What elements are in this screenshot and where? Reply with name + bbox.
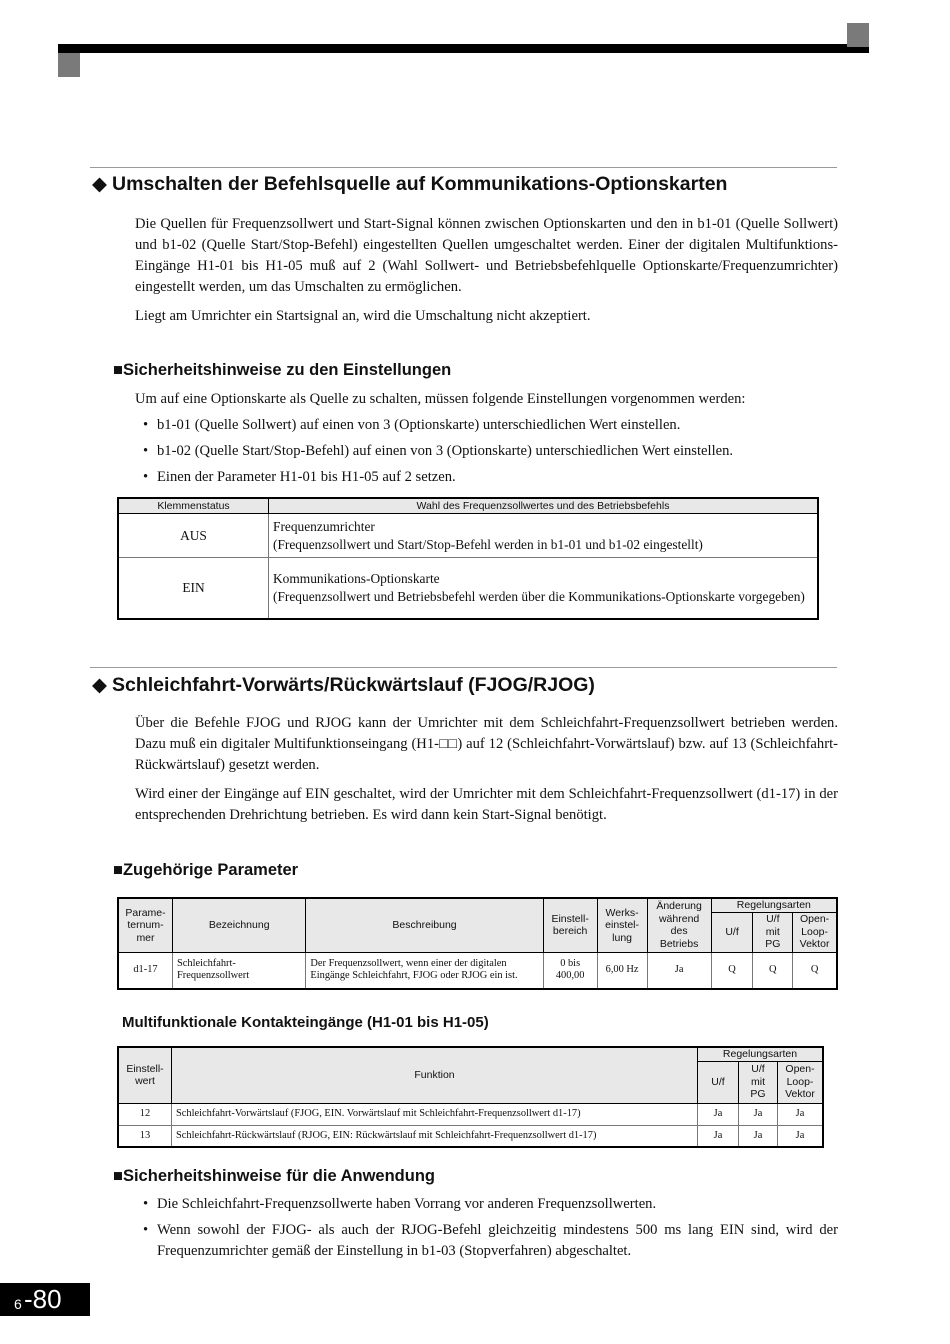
- section-title-text: Schleichfahrt-Vorwärts/Rückwärtslauf (FJOG/RJOG): [112, 674, 595, 696]
- subsection-title: [113, 1167, 435, 1186]
- table-header: Funktion: [172, 1047, 698, 1103]
- subsection-title-text: Sicherheitshinweise zu den Einstellungen: [122, 361, 452, 379]
- table-cell: Schleichfahrt-Vorwärtslauf (FJOG, EIN. Vorwärtslauf mit Schleichfahrt-Frequenzsollwert d1-17): [172, 1103, 698, 1125]
- header-bar: [58, 44, 869, 53]
- cell-line: (Frequenzsollwert und Betriebsbefehl werden über die Kommunikations-Optionskarte vorgegeben): [273, 588, 805, 604]
- table-header: Bezeichnung: [172, 898, 305, 952]
- header-square-left: [58, 53, 80, 77]
- page-number: -80: [24, 1284, 62, 1314]
- section-divider: [90, 167, 837, 168]
- table-cell: [269, 514, 819, 558]
- table-header: Open- Loop- Vektor: [793, 912, 837, 952]
- table-header: U/f mit PG: [753, 912, 793, 952]
- section-title: [92, 673, 595, 697]
- safety-settings-body: [135, 389, 838, 488]
- table-row: [118, 952, 837, 989]
- section-body: [135, 713, 838, 826]
- subsection-title-text: Zugehörige Parameter: [122, 861, 299, 879]
- table-title: Multifunktionale Kontakteingänge (H1-01 bis H1-05): [122, 1014, 489, 1031]
- subsection-title: [113, 361, 451, 380]
- list-item: • Die Schleichfahrt-Frequenzsollwerte haben Vorrang vor anderen Frequenzsollwerten.: [135, 1194, 838, 1215]
- paragraph: Wird einer der Eingänge auf EIN geschaltet, wird der Umrichter mit dem Schleichfahrt-Frequenzsollwert (d1-17) in der entsprechenden Drehrichtung betrieben. Es wird dann kein Start-Signal benötigt.: [135, 786, 838, 823]
- list-item: • b1-01 (Quelle Sollwert) auf einen von 3 (Optionskarte) unterschiedlichen Wert einstellen.: [135, 415, 838, 436]
- list-item: • Einen der Parameter H1-01 bis H1-05 auf 2 setzen.: [135, 467, 838, 488]
- bullet-list: [135, 415, 838, 488]
- table-cell: 0 bis 400,00: [543, 952, 597, 989]
- safety-application-body: [135, 1194, 838, 1262]
- table-cell: Q: [711, 952, 753, 989]
- table-cell: Ja: [698, 1125, 739, 1147]
- parameter-table: [117, 897, 838, 990]
- square-bullet-icon: ■: [113, 861, 123, 879]
- table-cell: AUS: [118, 514, 269, 558]
- table-cell: Ja: [739, 1103, 778, 1125]
- table-cell: 6,00 Hz: [597, 952, 647, 989]
- table-header: Wahl des Frequenzsollwertes und des Betriebsbefehls: [269, 498, 819, 514]
- page-number-badge: [0, 1283, 90, 1316]
- list-item: • Wenn sowohl der FJOG- als auch der RJOG-Befehl gleichzeitig mindestens 500 ms lang EIN sind, wird der Frequenzumrichter gemäß der Einstellung in b1-03 (Stopverfahren) abgeschaltet.: [135, 1220, 838, 1262]
- paragraph: Liegt am Umrichter ein Startsignal an, wird die Umschaltung nicht akzeptiert.: [135, 308, 591, 324]
- table-row: [118, 1125, 823, 1147]
- table-row: [118, 1103, 823, 1125]
- table-row: [118, 514, 818, 558]
- table-header: Beschreibung: [306, 898, 543, 952]
- section-title: [92, 172, 727, 196]
- table-header: Regelungsarten: [698, 1047, 824, 1061]
- table-cell: 12: [118, 1103, 172, 1125]
- table-header: Parame- ternum- mer: [118, 898, 172, 952]
- table-cell: Q: [753, 952, 793, 989]
- cell-line: (Frequenzsollwert und Start/Stop-Befehl werden in b1-01 und b1-02 eingestellt): [273, 536, 703, 552]
- table-cell: d1-17: [118, 952, 172, 989]
- section-body: [135, 214, 838, 327]
- table-header: Regelungsarten: [711, 898, 837, 912]
- table-cell: EIN: [118, 558, 269, 619]
- table-header: Klemmenstatus: [118, 498, 269, 514]
- table-header: Werks- einstel- lung: [597, 898, 647, 952]
- table-header: Änderung während des Betriebs: [647, 898, 711, 952]
- diamond-icon: ◆: [92, 173, 107, 195]
- table-cell: Schleichfahrt-Rückwärtslauf (RJOG, EIN: Rückwärtslauf mit Schleichfahrt-Frequenzsollwert d1-17): [172, 1125, 698, 1147]
- table-header: U/f: [698, 1061, 739, 1103]
- table-cell: Schleichfahrt- Frequenzsollwert: [172, 952, 305, 989]
- cell-line: Kommunikations-Optionskarte: [273, 570, 440, 586]
- table-header: U/f mit PG: [739, 1061, 778, 1103]
- table-cell: Q: [793, 952, 837, 989]
- table-header: U/f: [711, 912, 753, 952]
- subsection-title: [113, 861, 298, 880]
- table-cell: Ja: [778, 1125, 824, 1147]
- table-header: Einstell- wert: [118, 1047, 172, 1103]
- multifunction-input-table: [117, 1046, 824, 1148]
- table-cell: Ja: [778, 1103, 824, 1125]
- section-title-text: Umschalten der Befehlsquelle auf Kommunikations-Optionskarten: [112, 173, 728, 195]
- bullet-list: [135, 1194, 838, 1262]
- table-cell: Ja: [698, 1103, 739, 1125]
- paragraph: Die Quellen für Frequenzsollwert und Start-Signal können zwischen Optionskarten und den in b1-01 (Quelle Sollwert) und b1-02 (Quelle Start/Stop-Befehl) eingestellten Quellen umgeschaltet werden. Einer der digitalen Multifunktions-Eingänge H1-01 bis H1-05 muß auf 2 (Wahl Sollwert- und Betriebsbefehlquelle Optionskarte/Frequenzumrichter) eingestellt werden, um das Umschalten zu ermöglichen.: [135, 216, 838, 295]
- table-cell: [269, 558, 819, 619]
- square-bullet-icon: ■: [113, 1167, 123, 1185]
- diamond-icon: ◆: [92, 674, 107, 696]
- table-cell: Der Frequenzsollwert, wenn einer der digitalen Eingänge Schleichfahrt, FJOG oder RJOG ein ist.: [306, 952, 543, 989]
- table-cell: 13: [118, 1125, 172, 1147]
- cell-line: Frequenzumrichter: [273, 518, 375, 534]
- header-square-right: [847, 23, 869, 47]
- chapter-number: 6: [14, 1296, 22, 1312]
- table-header: Einstell- bereich: [543, 898, 597, 952]
- table-cell: Ja: [647, 952, 711, 989]
- paragraph: Über die Befehle FJOG und RJOG kann der Umrichter mit dem Schleichfahrt-Frequenzsollwert betrieben werden. Dazu muß ein digitaler Multifunktionseingang (H1-□□) auf 12 (Schleichfahrt-Vorwärtslauf) bzw. auf 13 (Schleichfahrt-Rückwärtslauf) gesetzt werden.: [135, 715, 838, 773]
- table-row: [118, 558, 818, 619]
- subsection-title-text: Sicherheitshinweise für die Anwendung: [122, 1167, 435, 1185]
- paragraph: Um auf eine Optionskarte als Quelle zu schalten, müssen folgende Einstellungen vorgenommen werden:: [135, 391, 746, 407]
- terminal-status-table: [117, 497, 819, 620]
- section-divider: [90, 667, 837, 668]
- list-item: • b1-02 (Quelle Start/Stop-Befehl) auf einen von 3 (Optionskarte) unterschiedlichen Wert einstellen.: [135, 441, 838, 462]
- table-cell: Ja: [739, 1125, 778, 1147]
- table-header: Open- Loop- Vektor: [778, 1061, 824, 1103]
- square-bullet-icon: ■: [113, 361, 123, 379]
